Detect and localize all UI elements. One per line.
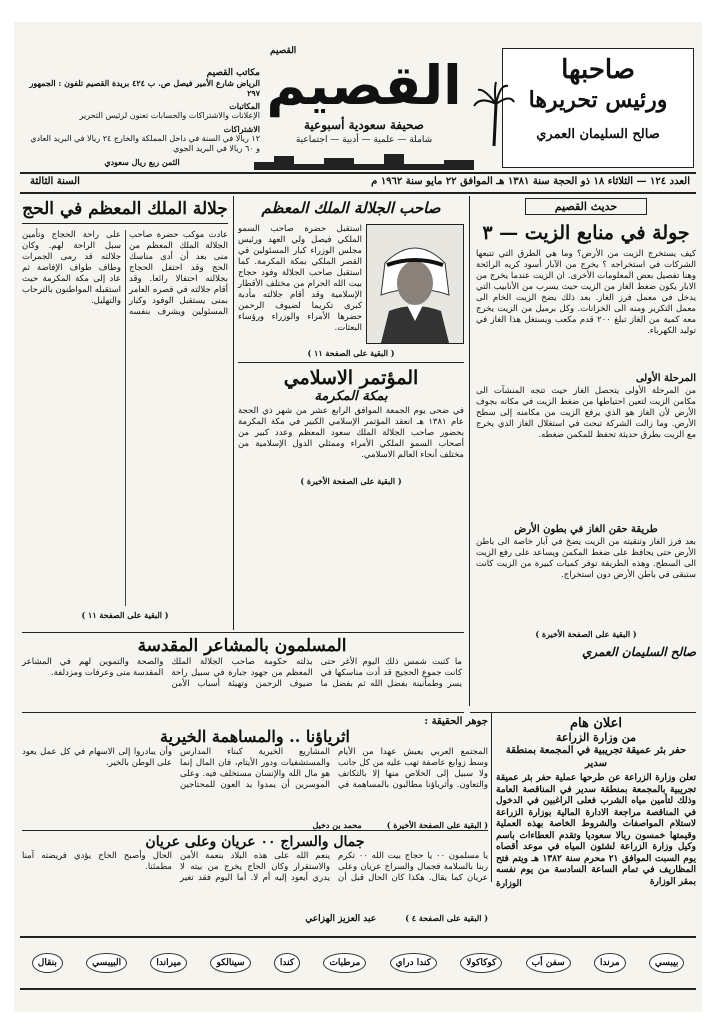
- correspondence-title: المكاتبات: [229, 101, 260, 111]
- ads-strip: [20, 942, 696, 984]
- info-box: [24, 68, 260, 168]
- ads-top-rule: [20, 936, 696, 938]
- announcement-from: من وزارة الزراعة: [556, 731, 636, 744]
- right-continued: ( البقية على الصفحة الأخيرة ): [535, 629, 637, 639]
- ad-logo: مرطبات: [323, 953, 366, 973]
- left-body: عادت موكب حضرة صاحب الجلالة الملك المعظم من منى بعد أن أدى مناسك الحج وقد احتفل الحجاج بجلالته احتفالا رائعا. وقد أقام جلالته في قصره العامر بمنى يستقبل الوفود وكبار المسئولين ويشرف بنفسه على راحة الحجاج وتأمين سبل الراحة لهم. وكان جلالته قد رمى الجمرات وطاف طواف الإفاضة ثم عاد إلى مكة المكرمة حيث استقبله المواطنون بالترحاب والتهليل.: [22, 230, 228, 317]
- right-body: كيف يستخرج الزيت من الأرض؟ وما هي الطرق التي تتبعها الشركات في استخراجه ؟ يخرج من الآبار أسود كريه الرائحة وهنا تفصيل بعض المعلومات الأخرى. ان الزيت عندما يخرج من الابار يكون ضغط الغاز من الزيت حيث يسرب من الأنابيب التي يدخل في معمل فرز الغاز. بعد ذلك يضخ الزيت الخام الى معمل التكرير ومنه الى الخزانات. وكل برميل من الزيت يخرج معه كمية من الغاز تبلغ ٢٠٠ قدم مكعب ويستغل هذا الغاز في توليد الكهرباء.: [476, 249, 696, 336]
- camel-body: يا مسلمون ٠٠ يا حجاج بيت الله ٠٠ تكرم ربنا بالسلامة فجمال والسراج عريان وعلى عريان كما يقال. هكذا كان الحال قبل أن ينعم الله على هذه البلاد بنعمة الأمن والاستقرار وكان الحاج يخرج من بيته لا يدري أيعود إليه أم لا. أما اليوم فقد تغير الحال وأصبح الحاج يؤدي فريضته آمنا مطمئنا.: [22, 851, 488, 883]
- column-rule-2: [233, 196, 234, 630]
- middle-headline: صاحب الجلالة الملك المعظم: [261, 199, 441, 217]
- ad-logo: ميراندا: [150, 953, 187, 973]
- newspaper-logo: القصيم: [266, 54, 462, 117]
- right-signature: صالح السليمان العمري: [581, 645, 696, 659]
- left-column: [22, 198, 228, 628]
- camel-article: [22, 833, 488, 933]
- ad-logo: كندا: [274, 953, 300, 973]
- right-headline: جولة في منابع الزيت — ٣: [482, 222, 690, 244]
- jawhar-article: [22, 716, 488, 828]
- camel-top-rule: [22, 830, 488, 831]
- ad-logo: بنقال: [32, 953, 63, 973]
- conf-continued: ( البقية على الصفحة الأخيرة ): [300, 476, 402, 486]
- holy-headline: المسلمون بالمشاعر المقدسة: [137, 636, 347, 656]
- price-text: الثمن ربع ريال سعودي: [104, 157, 180, 167]
- middle-continued: ( البقية على الصفحة ١١ ): [307, 348, 395, 358]
- king-photo: [366, 224, 464, 344]
- holy-top-rule: [22, 632, 464, 633]
- jawhar-headline: اثرياؤنا .. والمساهمة الخيرية: [159, 727, 350, 746]
- left-continued: ( البقية على الصفحة ١١ ): [81, 610, 169, 620]
- logo-top-small: القصيم: [270, 46, 297, 56]
- ad-logo: كندا دراي: [390, 953, 437, 973]
- jawhar-continued: ( البقية على الصفحة الأخيرة ): [386, 820, 488, 830]
- subscriptions-title: الاشتراكات: [223, 124, 260, 134]
- right-stage-body: من المرحلة الأولى يتحصل الغاز حيث تتجه المنشآت الى مكامن الزيت لتعين احتياطها من ضغط الزيت في مكانه بجوف الأرض لأن الغاز هو الذي يرفع الزيت من مكامنه إلى سطح الأرض. وما زالت الشركة تبحث في استغلال الغاز الذي يخرج مع الزيت بطرق حديثة تحفظ للمكمن ضغطه.: [476, 386, 696, 440]
- owner-line1: صاحبها: [561, 55, 635, 85]
- announcement-top-rule: [470, 712, 696, 713]
- camel-continued: ( البقية على الصفحة ٤ ): [405, 913, 488, 923]
- logo-subtitle: صحيفة سعودية أسبوعية: [304, 118, 424, 132]
- owner-name: صالح السليمان العمري: [536, 127, 660, 142]
- jawhar-kicker: جوهر الحقيقة :: [424, 716, 488, 727]
- mid-rule-1: [238, 362, 464, 363]
- announcement-title: اعلان هام: [569, 716, 623, 731]
- announcement-body: تعلن وزارة الزراعة عن طرحها عملية حفر بئر عميقة تجريبية بالمجمعة بمنطقة سدير في المناقصة العامة وذلك لتأمين مياه الشرب فعلى الراغبين في الدخول في المناقصة مراجعة الادارة المالية بوزارة الزراعة لاستلام المواصفات والشروط الخاصة بهذه العملية وقيمتها خمسون ريالا سعوديا وتقدم العطاءات باسم وكيل وزارة الزراعة لشئون المياه في موعد أقصاه يوم السبت الموافق ٢١ محرم سنة ١٣٨٢ هـ ويتم فتح المظاريف في تمام الساعة السادسة من يوم نفسه بمقر الوزارة: [496, 773, 696, 887]
- jawhar-author: محمد بن دخيل: [312, 820, 362, 830]
- announcement-subject: حفر بئر عميقة تجريبية في المجمعة بمنطقة سدير: [505, 745, 687, 769]
- right-method-title: طريقة حقن الغاز في بطون الأرض: [514, 524, 658, 535]
- conf-subheadline: بمكة المكرمة: [314, 389, 388, 404]
- camel-author: عبد العزيز الهزاعي: [305, 914, 377, 924]
- palm-tree-icon: [474, 80, 514, 146]
- portrait-icon: [367, 225, 463, 343]
- jawhar-top-rule: [22, 712, 464, 713]
- ad-logo: سينالكو: [210, 953, 250, 973]
- conf-body: في ضحى يوم الجمعة الموافق الرابع عشر من شهر ذي الحجة عام ١٣٨١ هـ انعقد المؤتمر الإسلامي الكبير في مكة المكرمة بحضور صاحب الجلالة الملك سعود المعظم وعدد كبير من أصحاب السمو الملكي الأمراء وممثلي الدول الإسلامية من مختلف أنحاء العالم الاسلامي.: [238, 406, 464, 460]
- skyline-decoration: [254, 152, 474, 170]
- correspondence-text: الإعلانات والاشتراكات والحسابات تعنون لرئيس التحرير: [79, 111, 260, 120]
- offices-title: مكاتب القصيم: [206, 68, 260, 78]
- offices-text: الرياض شارع الأمير فيصل ص. ب ٤٢٤ بريدة القصيم تلفون : الجمهور ٢٩٧: [29, 78, 260, 98]
- logo-block: [240, 46, 488, 170]
- holy-body: ما كتبت شمس ذلك اليوم الأغر حتى كانت جموع الحجيج قد أدت مناسكها في يسر وطمأنينة بفضل الله ثم بفضل ما بذلته حكومة صاحب الجلالة الملك المعظم من جهود جبارة في سبيل راحة ضيوف الرحمن وتهيئة أسباب الأمن والصحة والتموين لهم في المشاعر المقدسة منى وعرفات ومزدلفة.: [22, 657, 462, 689]
- right-column: [476, 198, 696, 708]
- ad-logo: بيبسي: [649, 953, 684, 973]
- conf-headline: المؤتمر الاسلامي: [283, 367, 419, 389]
- column-rule-3: [491, 712, 492, 882]
- announcement-footer: الوزارة: [496, 879, 522, 889]
- ad-logo: مرندا: [594, 953, 626, 973]
- middle-body: استقبل حضرة صاحب السمو الملكي فيصل ولي العهد ورئيس مجلس الوزراء كبار المسئولين في القصر الملكي بمكة المكرمة. كما استقبل صاحب الجلالة وفود حجاج بيت الله الحرام من مختلف الأقطار الإسلامية وقد أقام جلالته مأدبة كبرى تكريما لضيوف الرحمن حضرها الأمراء والوزراء ورؤساء البعثات.: [238, 224, 362, 333]
- ad-logo: البيبسي: [86, 953, 127, 973]
- dateline-top-rule: [20, 172, 696, 174]
- dateline-bottom-rule: [20, 192, 696, 194]
- left-headline: جلالة الملك المعظم في الحج: [22, 198, 228, 224]
- subscriptions-text: ١٢ ريالا في السنة في داخل المملكة والخارج ٢٤ ريالا في البريد العادي و ٦٠ ريالا في البريد الجوي: [30, 134, 260, 153]
- announcement: [496, 716, 696, 889]
- logo-tagline: شاملة — علمية — أدبية — اجتماعية: [295, 135, 433, 145]
- right-stage-title: المرحلة الأولى: [635, 373, 696, 384]
- ad-logo: سفن أب: [526, 953, 571, 973]
- owner-box: [502, 48, 694, 168]
- column-rule-1: [469, 196, 470, 706]
- issue-dateline: العدد ١٢٤ — الثلاثاء ١٨ ذو الحجة سنة ١٣٨١ هـ الموافق ٢٢ مايو سنة ١٩٦٢ م: [371, 176, 690, 187]
- jawhar-body: المجتمع العربي يعيش عهدا من الأيام وسط زوابع عاصفة تهب عليه من كل جانب ولا سبيل إلى الخلاص منها إلا بالتكاتف والتعاون. وأثرياؤنا مطالبون بالمساهمة في المشاريع الخيرية كبناء المدارس والمستشفيات ودور الأيتام، فان المال إنما هو مال الله والإنسان مستخلف فيه. وعلى الموسرين أن يمدوا يد العون للمحتاجين وأن يبادروا إلى الاسهام في كل عمل يعود على الوطن بالخير.: [22, 747, 488, 790]
- camel-headline: جمال والسراج ٠٠ عريان وعلى عريان: [145, 834, 365, 850]
- newspaper-page: [14, 22, 702, 1012]
- middle-column: [238, 198, 464, 628]
- right-kicker: حديث القصيم: [525, 198, 647, 215]
- owner-line2: ورئيس تحريرها: [528, 87, 668, 113]
- right-method-body: بعد فرز الغاز وتنقيته من الزيت يضخ في آبار خاصة الى باطن الأرض حتى يحافظ على ضغط المكمن ويساعد على رفع الزيت الى السطح. وهذه الطريقة توفر كميات كبيرة من الزيت كانت ستبقى في باطن الأرض دون استخراج.: [476, 537, 696, 580]
- issue-year: السنة الثالثة: [30, 176, 80, 187]
- ad-logo: كوكاكولا: [460, 953, 502, 973]
- ads-bottom-rule: [20, 988, 696, 990]
- dateline: [20, 175, 696, 191]
- holy-sites-article: [22, 636, 462, 710]
